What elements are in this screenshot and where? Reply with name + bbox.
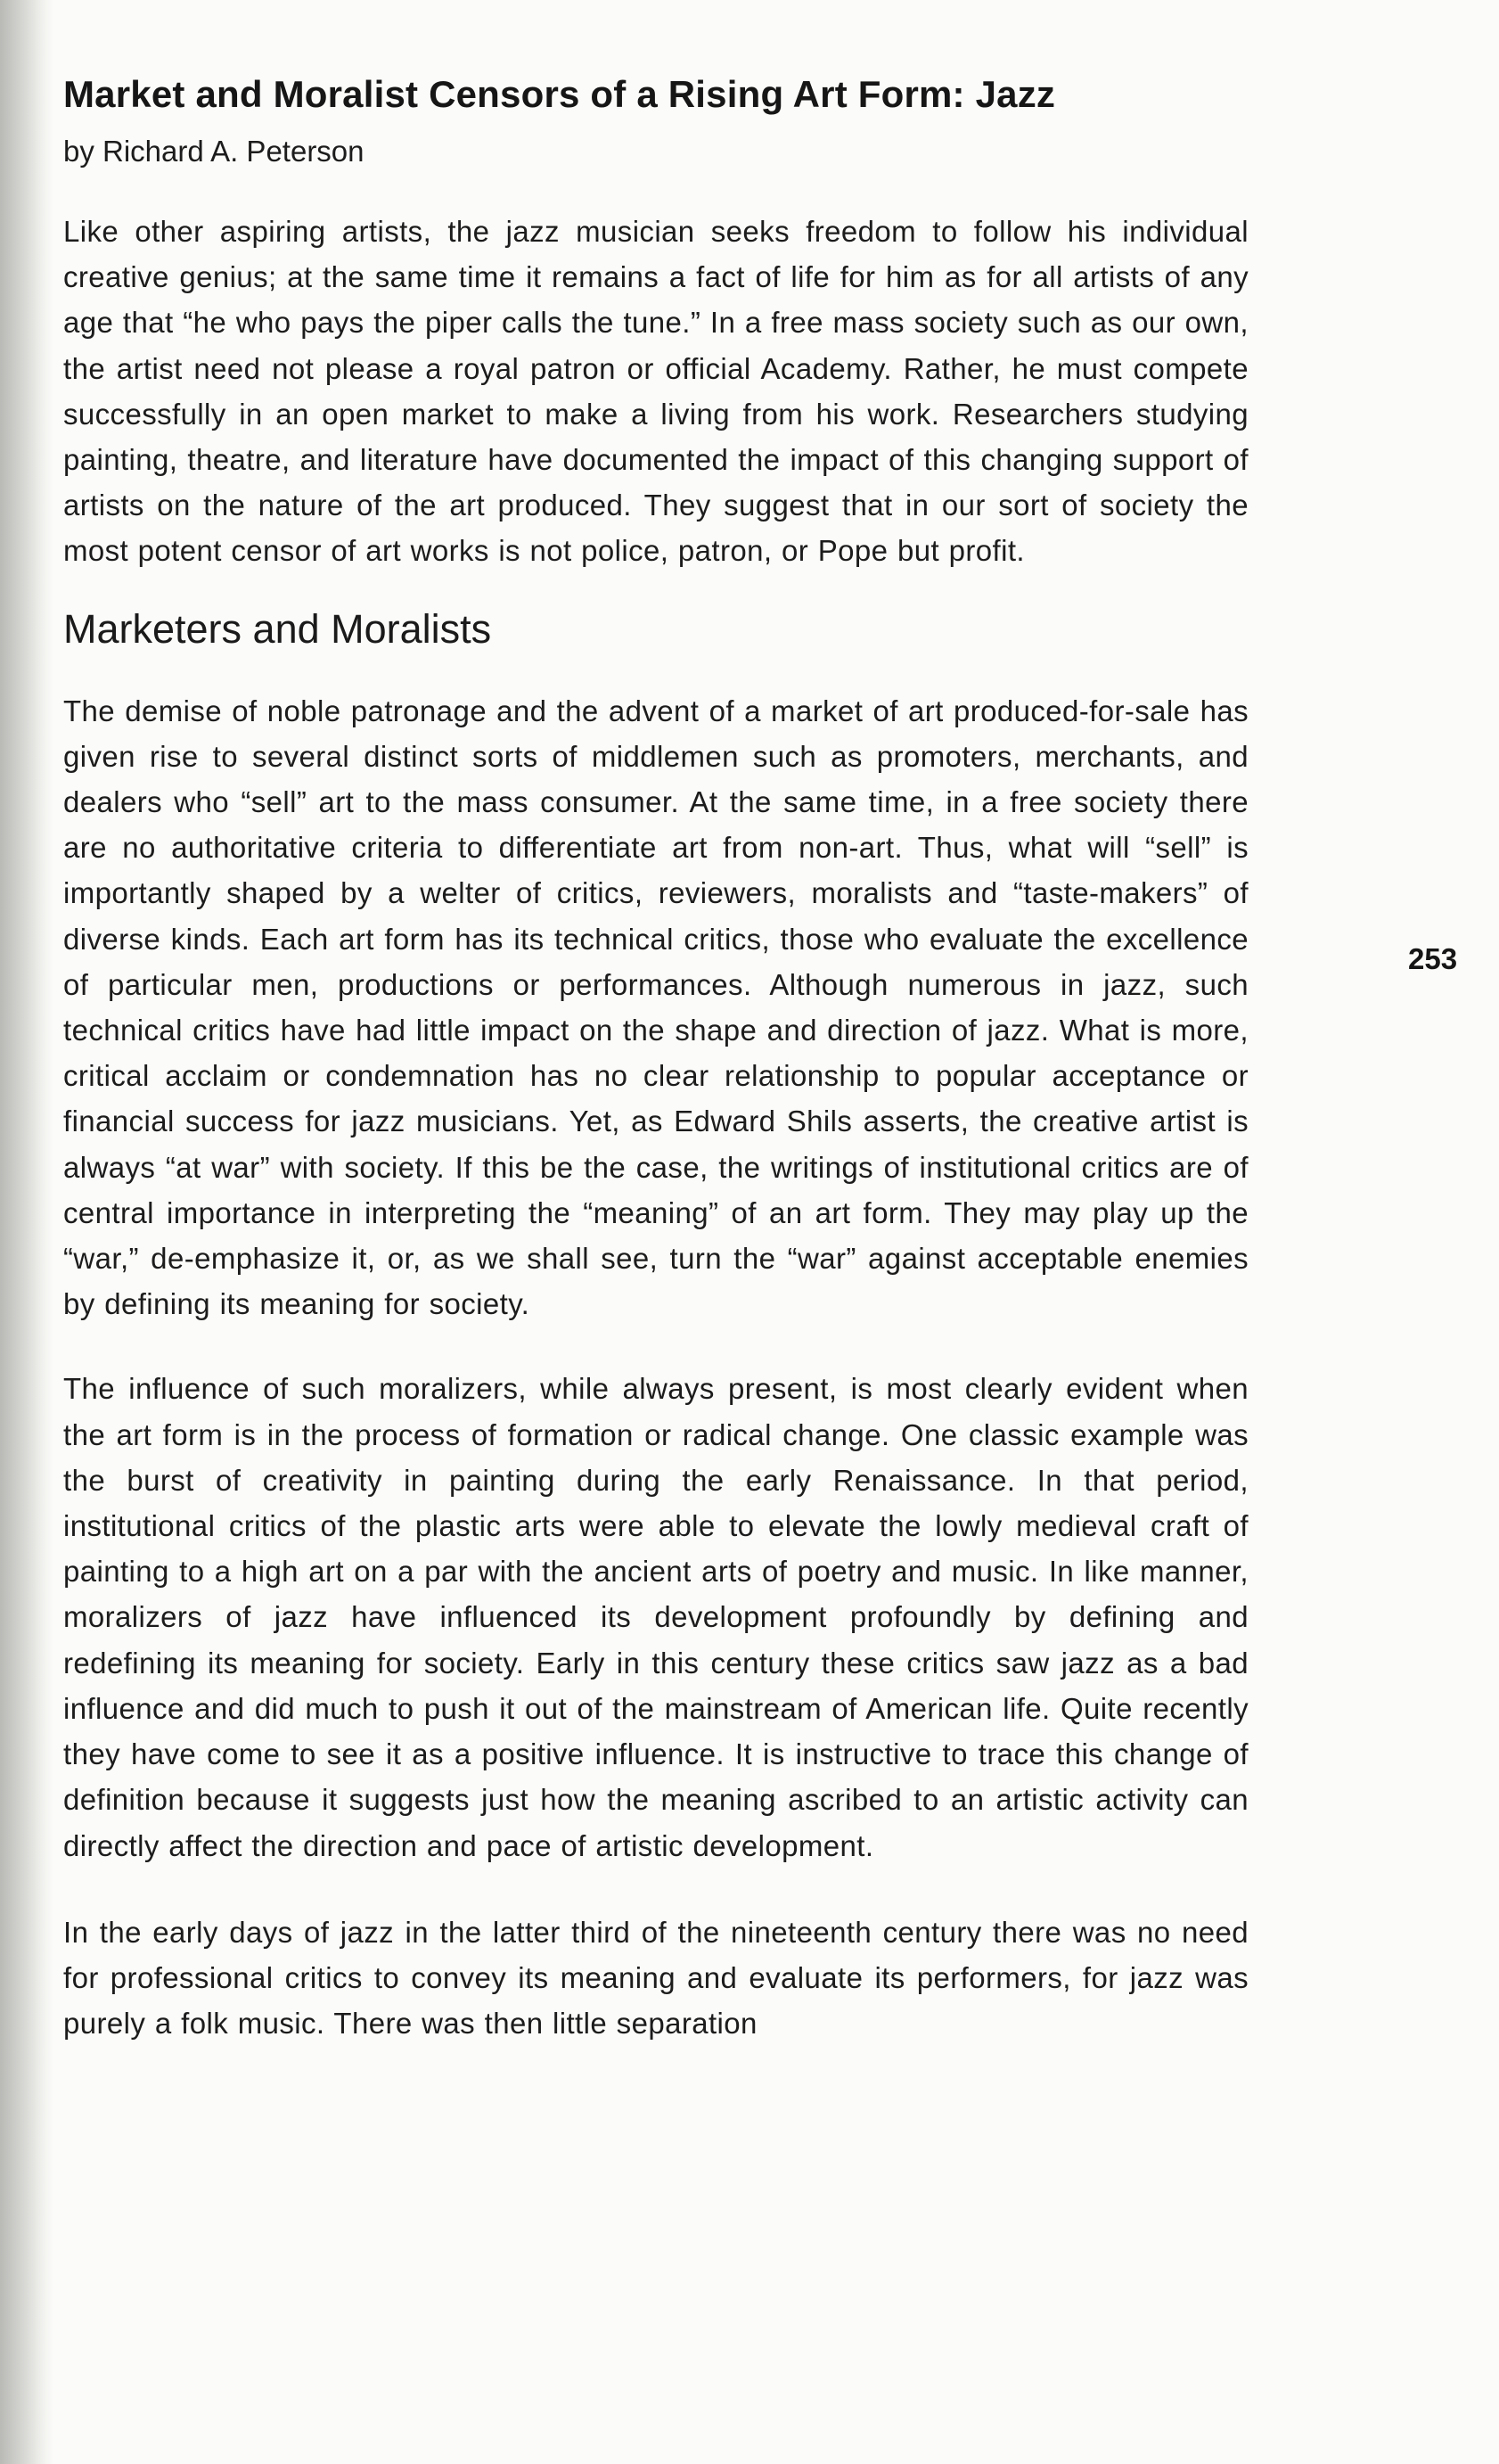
body-paragraph: In the early days of jazz in the latter third of the nineteenth century there was no need for professional critics to convey its meaning and evaluate its performers, for jazz was purely a folk music. There was then little separation — [63, 1915, 1249, 2041]
intro-paragraph: Like other aspiring artists, the jazz musician seeks freedom to follow his individual creative genius; at the same time it remains a fact of life for him as for all artists of any age that “he who pays the piper calls the tune.” In a free mass society such as our own, the artist need not please a royal patron or official Academy. Rather, he must compete successfully in an open market to make a living from his work. Researchers studying painting, theatre, and literature have documented the impact of this changing support of artists on the nature of the art produced. They suggest that in our sort of society the most potent censor of art works is not police, patron, or Pope but profit. — [63, 215, 1249, 568]
page-number: 253 — [1408, 942, 1458, 975]
page-gutter-shadow — [0, 0, 53, 2464]
body-paragraph: The influence of such moralizers, while always present, is most clearly evident when the art form is in the process of formation or radical change. One classic example was the burst of creativity in painting during the early Renaissance. In that period, institutional critics of the plastic arts were able to elevate the lowly medieval craft of painting to a high art on a par with the ancient arts of poetry and music. In like manner, moralizers of jazz have influenced its development profoundly by defining and redefining its meaning for society. Early in this century these critics saw jazz as a bad influence and did much to push it out of the mainstream of American life. Quite recently they have come to see it as a positive influence. It is instructive to trace this change of definition because it suggests just how the meaning ascribed to an artistic activity can directly affect the direction and pace of artistic development. — [63, 1372, 1249, 1862]
body-paragraph: The demise of noble patronage and the advent of a market of art produced-for-sale has given rise to several distinct sorts of middlemen such as promoters, merchants, and dealers who “sell” art to the mass consumer. At the same time, in a free society there are no authoritative criteria to differentiate art from non-art. Thus, what will “sell” is importantly shaped by a welter of critics, reviewers, moralists and “taste-makers” of diverse kinds. Each art form has its technical critics, those who evaluate the excellence of particular men, productions or performances. Although numerous in jazz, such technical critics have had little impact on the shape and direction of jazz. What is more, critical acclaim or condemnation has no clear relationship to popular acceptance or financial success for jazz musicians. Yet, as Edward Shils asserts, the creative artist is always “at war” with society. If this be the case, the writings of institutional critics are of central importance in interpreting the “meaning” of an art form. They may play up the “war,” de-emphasize it, or, as we shall see, turn the “war” against acceptable enemies by defining its meaning for society. — [63, 694, 1249, 1321]
article-body — [63, 70, 1249, 2046]
article-byline: by Richard A. Peterson — [63, 135, 365, 168]
section-heading: Marketers and Moralists — [63, 605, 492, 652]
article-title: Market and Moralist Censors of a Rising Art Form: Jazz — [63, 73, 1056, 115]
